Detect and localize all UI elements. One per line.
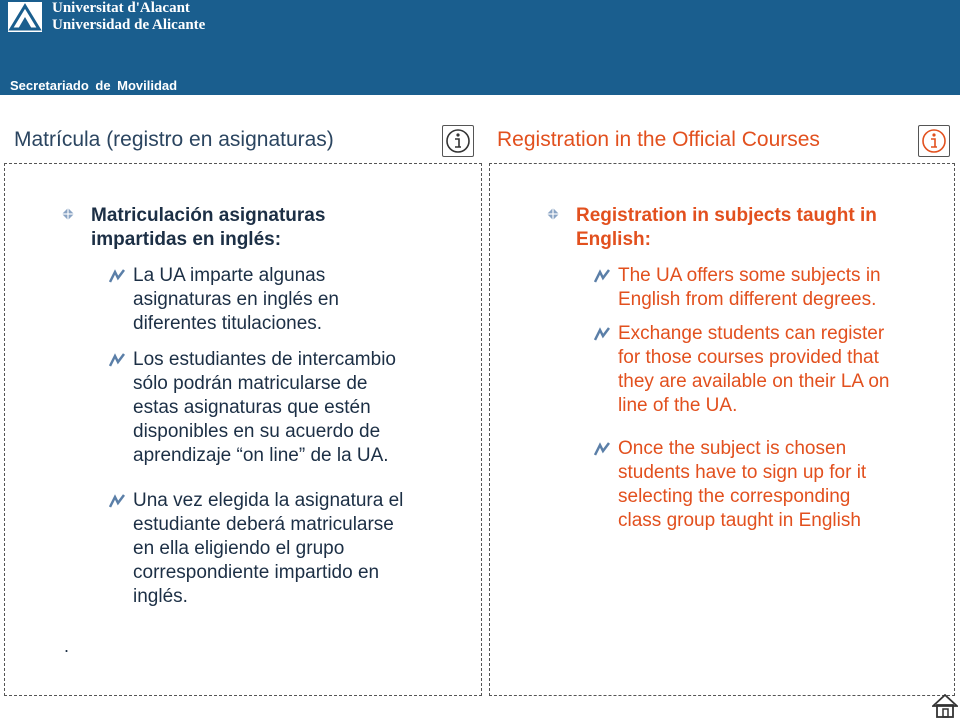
left-item-1 [133,264,339,336]
university-name-es: Universidad de Alicante [52,17,206,33]
left-heading [91,204,325,252]
department-name: Secretariado de Movilidad [10,78,178,93]
right-item-line: for those courses provided that [618,347,879,368]
info-icon[interactable] [442,125,474,157]
left-item-line: disponibles en su acuerdo de [133,421,381,442]
left-item-line: estudiante deberá matricularse [133,514,394,535]
left-item-line: inglés. [133,586,188,607]
right-item-line: English from different degrees. [618,289,877,310]
left-item-line: estas asignaturas que estén [133,397,371,418]
right-item-line: The UA offers some subjects in [618,265,881,286]
right-item-3 [618,437,866,533]
arrow-bullet-icon [109,353,125,367]
left-item-line: Los estudiantes de intercambio [133,349,396,370]
left-item-line: sólo podrán matricularse de [133,373,368,394]
arrow-bullet-icon [594,327,610,341]
trailing-dot: . [64,636,70,656]
arrow-bullet-icon [109,494,125,508]
arrow-bullet-icon [594,442,610,456]
right-heading-line: English: [576,229,651,250]
left-title: Matrícula (registro en asignaturas) [14,128,334,151]
right-item-2 [618,322,889,418]
right-item-line: selecting the corresponding [618,486,851,507]
header-banner [0,0,960,95]
right-item-line: class group taught in English [618,510,861,531]
left-item-line: correspondiente impartido en [133,562,380,583]
right-heading-line: Registration in subjects taught in [576,205,877,226]
arrow-bullet-icon [109,269,125,283]
university-name [52,0,205,34]
right-item-1 [618,264,881,312]
left-item-line: aprendizaje “on line” de la UA. [133,445,389,466]
university-logo-icon [8,2,42,32]
left-item-3 [133,489,403,609]
diamond-bullet-icon [547,208,559,220]
diamond-bullet-icon [62,208,74,220]
home-icon[interactable] [932,694,958,718]
left-heading-line: impartidas en inglés: [91,229,282,250]
left-item-line: en ella eligiendo el grupo [133,538,345,559]
arrow-bullet-icon [594,269,610,283]
left-item-line: La UA imparte algunas [133,265,326,286]
university-name-ca: Universitat d'Alacant [52,0,190,16]
right-item-line: Exchange students can register [618,323,885,344]
left-item-line: diferentes titulaciones. [133,313,323,334]
right-item-line: students have to sign up for it [618,462,867,483]
info-icon[interactable] [918,125,950,157]
right-title: Registration in the Official Courses [497,128,820,151]
right-item-line: they are available on their LA on [618,371,890,392]
left-item-line: asignaturas en inglés en [133,289,339,310]
right-item-line: line of the UA. [618,395,738,416]
left-heading-line: Matriculación asignaturas [91,205,326,226]
left-item-2 [133,348,396,468]
right-heading [576,204,877,252]
left-item-line: Una vez elegida la asignatura el [133,490,404,511]
right-item-line: Once the subject is chosen [618,438,847,459]
